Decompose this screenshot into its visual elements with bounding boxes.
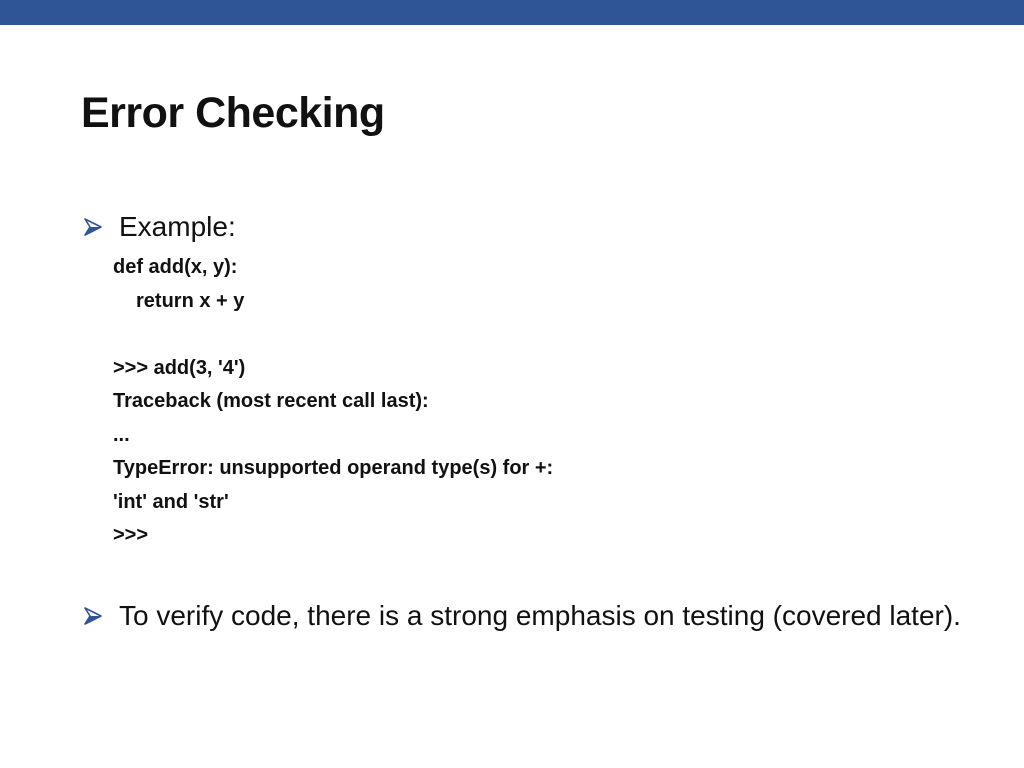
code-line: return x + y: [136, 289, 245, 312]
top-accent-bar: [0, 0, 1024, 25]
bullet-example: [83, 208, 236, 246]
code-line: 'int' and 'str': [113, 490, 229, 513]
bullet-testing-text: To verify code, there is a strong emphasis on testing (covered later).: [119, 600, 961, 631]
code-line-blank: [113, 318, 553, 352]
bullet-example-text: Example:: [119, 211, 236, 242]
code-line: TypeError: unsupported operand type(s) for +:: [113, 457, 554, 479]
slide-title: Error Checking: [81, 89, 385, 137]
code-line: >>>: [113, 524, 149, 546]
bullet-testing: [83, 597, 961, 635]
arrow-bullet-icon: [83, 217, 103, 237]
code-line: Traceback (most recent call last):: [113, 390, 429, 412]
arrow-bullet-icon: [83, 606, 103, 626]
code-line: ...: [113, 423, 130, 446]
code-example: [113, 251, 553, 553]
code-line: def add(x, y):: [113, 256, 238, 278]
code-line: >>> add(3, '4'): [113, 356, 246, 379]
